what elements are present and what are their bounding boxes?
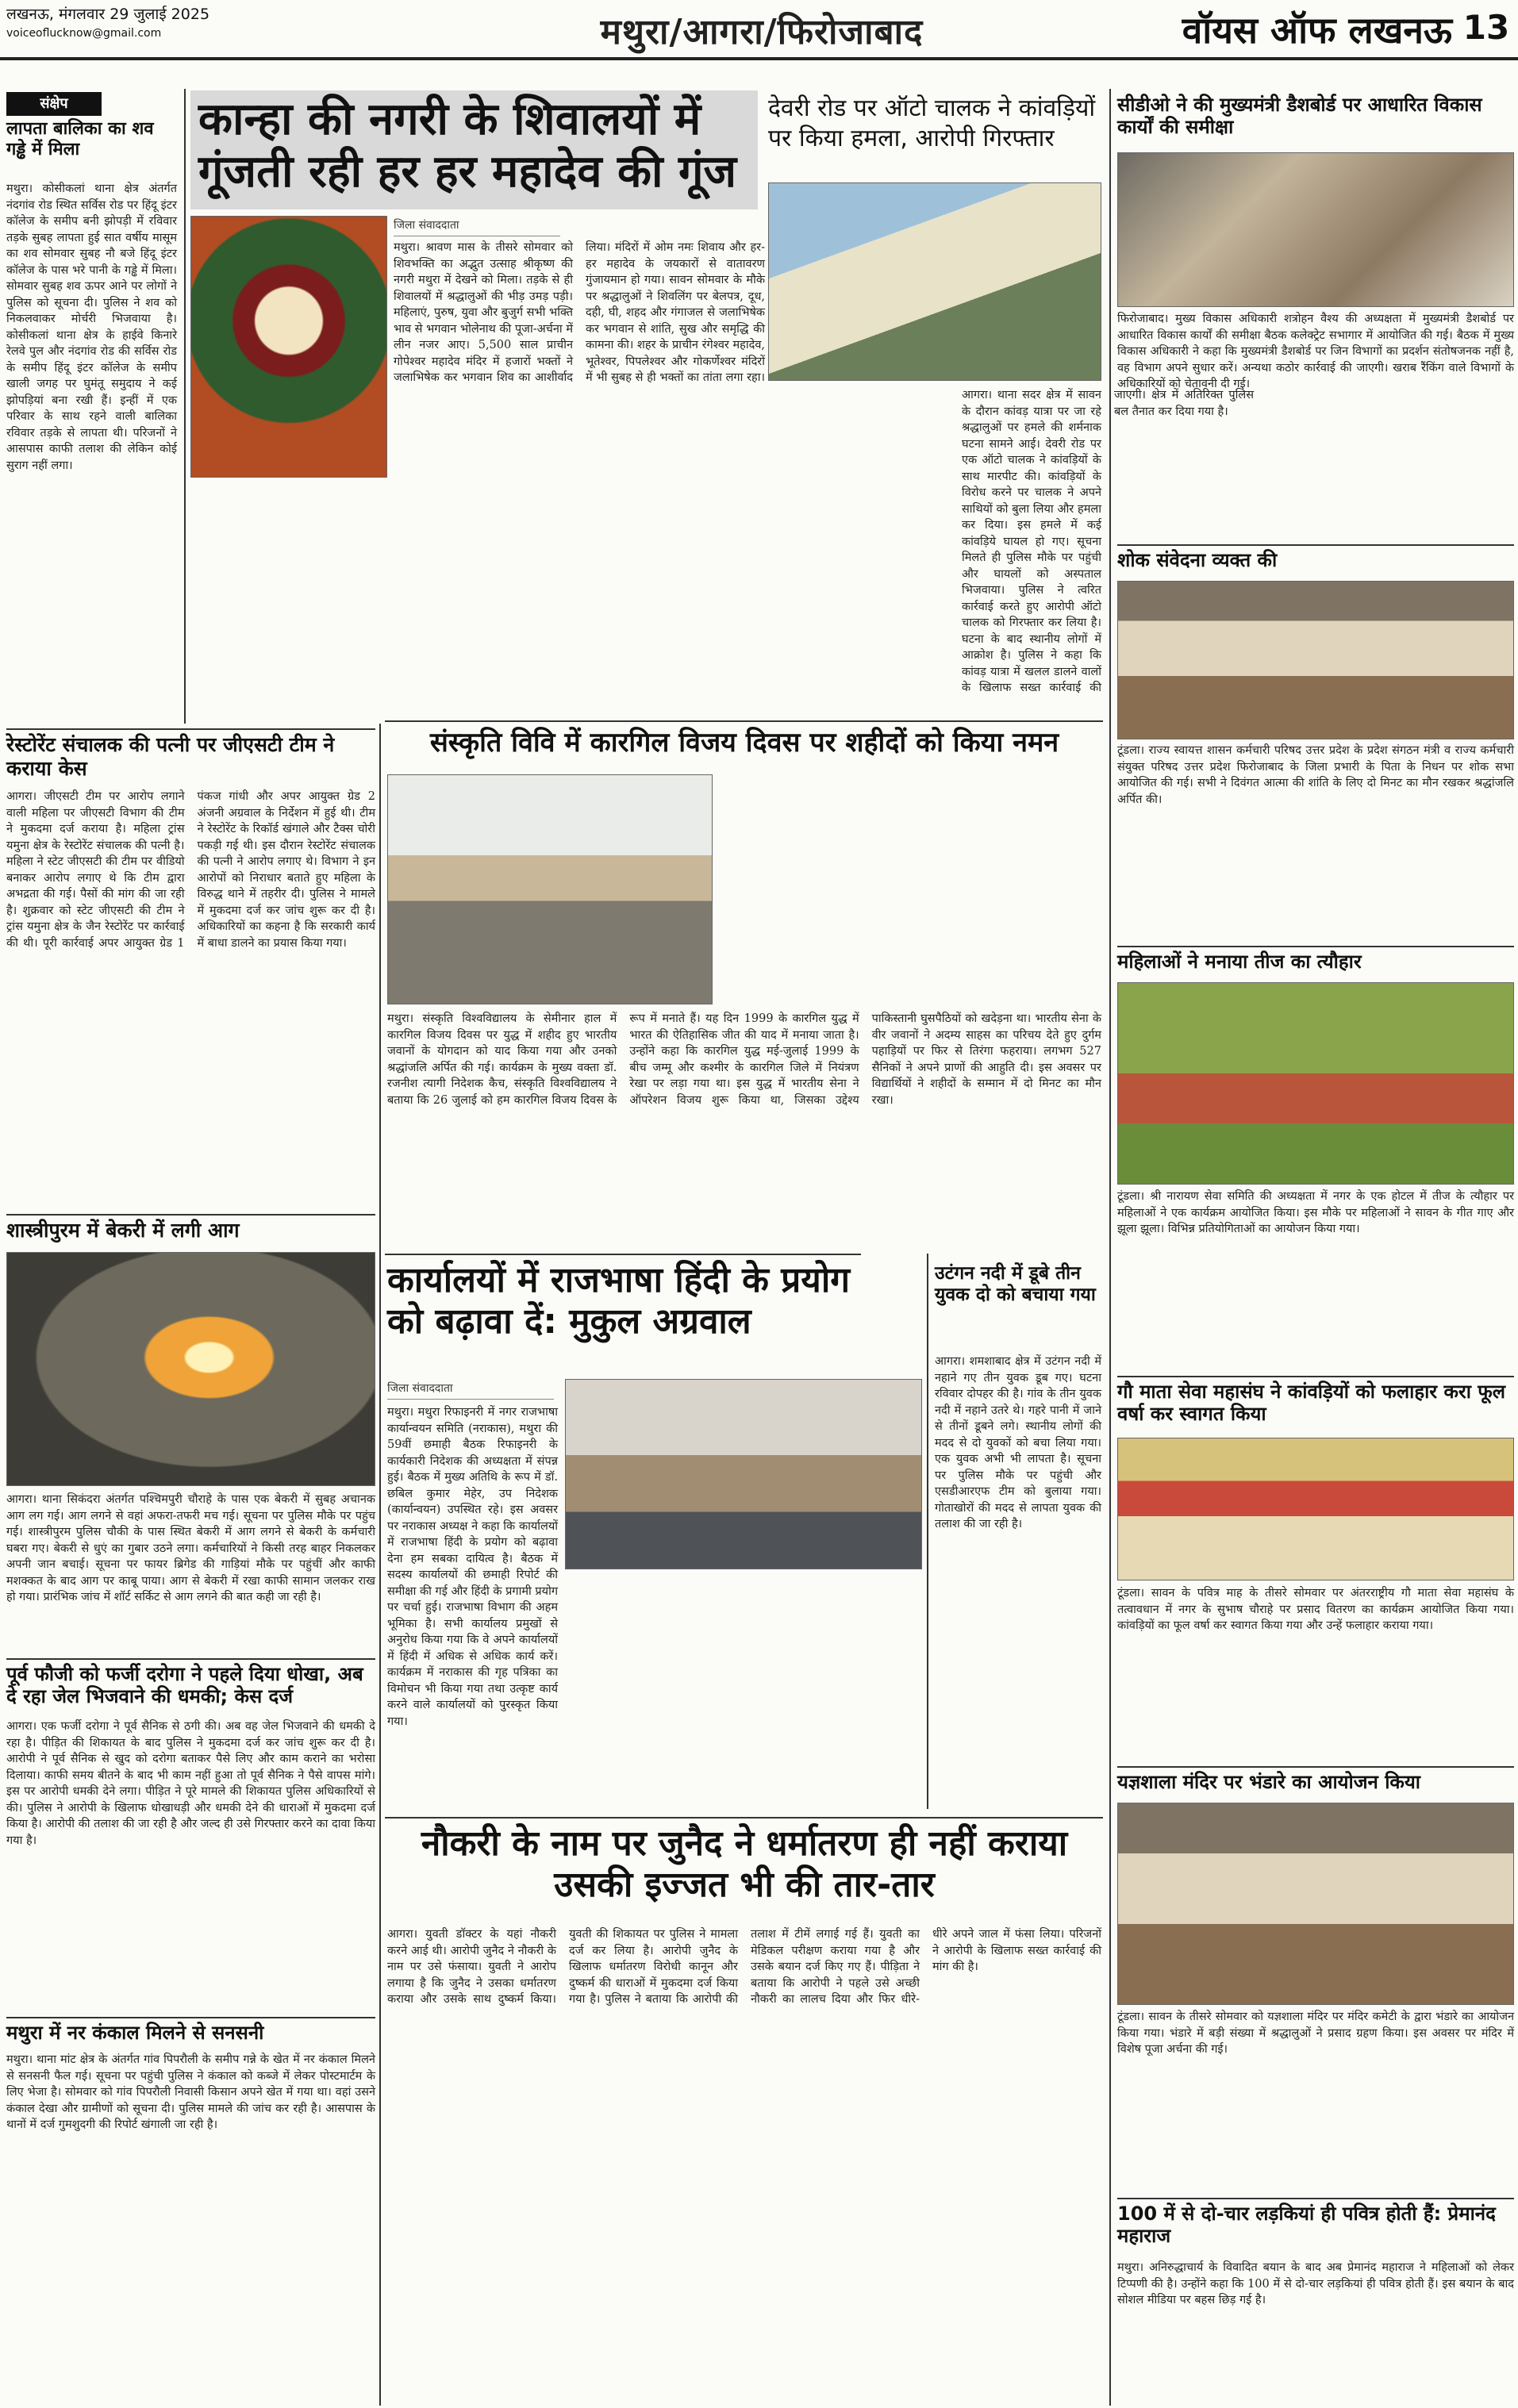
article3-top-rule [385,720,1103,722]
right-story1-headline: सीडीओ ने की मुख्यमंत्री डैशबोर्ड पर आधारित विकास कार्यों की समीक्षा [1117,94,1482,139]
header-section-title: मथुरा/आगरा/फिरोजाबाद [600,12,924,52]
right-story2-headline: शोक संवेदना व्यक्त की [1117,549,1278,571]
left-story4-headline: पूर्व फौजी को फर्जी दरोगा ने पहले दिया धोखा, अब दे रहा जेल भिजवाने की धमकी; केस दर्ज [6,1663,363,1708]
article2-photo-kanwar [768,182,1101,381]
article3-photo-seminar [387,774,713,1004]
left-story3-body: आगरा। थाना सिकंदरा अंतर्गत पश्चिमपुरी चौराहे के पास एक बेकरी में सुबह अचानक आग लग गई। आग लगने से वहां अफरा-तफरी मच गई। सूचना पर पुलिस मौके पर पहुंच गई। शास्त्रीपुरम पुलिस चौकी के पास स्थित बेकरी में आग लगने से बेकरी के कर्मचारी घबरा गए। बेकरी से धुएं का गुबार उठने लगा। कर्मचारियों ने किसी तरह बाहर निकलकर अपनी जान बचाई। सूचना पर फायर ब्रिगेड की गाड़ियां मौके पर पहुंचीं और काफी मशक्कत के बाद आग पर काबू पाया। आग से बेकरी में रखा काफी सामान जलकर राख हो गया। प्रारंभिक जांच में शॉर्ट सर्किट से आग लगने की बात कही जा रही है। [6,1493,375,1603]
article5-left-rule [927,1254,928,1809]
right-divider-1 [1117,544,1514,546]
column-divider-main [379,724,381,2406]
header-date: लखनऊ, मंगलवार 29 जुलाई 2025 [6,6,210,23]
right-story6-body: मथुरा। अनिरुद्धाचार्य के विवादित बयान के बाद अब प्रेमानंद महाराज ने महिलाओं को लेकर टिप्पणी की है। उन्होंने कहा कि 100 में से दो-चार लड़कियां ही पवित्र होती हैं। इस बयान के बाद सोशल मीडिया पर बहस छिड़ गई है। [1117,2261,1514,2306]
column-divider-right [1109,89,1111,2406]
right-story2-photo [1117,581,1514,739]
right-story3-photo [1117,982,1514,1185]
left-story3-headline: शास्त्रीपुरम में बेकरी में लगी आग [6,1219,240,1242]
article6-headline: नौकरी के नाम पर जुनैद ने धर्मातरण ही नहीं कराया उसकी इज्जत भी की तार-तार [421,1823,1068,1905]
right-divider-5 [1117,2198,1514,2199]
right-story5-headline: यज्ञशाला मंदिर पर भंडारे का आयोजन किया [1117,1771,1421,1793]
left-story2-body: आगरा। जीएसटी टीम पर आरोप लगाने वाली महिला पर जीएसटी विभाग की टीम ने मुकदमा दर्ज कराया है। महिला ट्रांस यमुना क्षेत्र के रेस्टोरेंट संचालक की पत्नी है। महिला ने स्टेट जीएसटी की टीम पर वीडियो बनाकर आरोप लगाए थे कि टीम द्वारा अभद्रता की गई। पैसों की मांग की जा रही है। शुक्रवार को स्टेट जीएसटी की टीम ने ट्रांस यमुना क्षेत्र के जैन रेस्टोरेंट पर कार्रवाई की थी। पूरी कार्रवाई अपर आयुक्त ग्रेड 1 पंकज गांधी और अपर आयुक्त ग्रेड 2 अंजनी अग्रवाल के निर्देशन में हुई थी। टीम ने रेस्टोरेंट के रिकॉर्ड खंगाले और टैक्स चोरी पकड़ी गई थी। इस दौरान रेस्टोरेंट संचालक की पत्नी ने आरोप लगाए थे। विभाग ने इन आरोपों को निराधार बताते हुए महिला के विरुद्ध थाने में तहरीर दी। पुलिस ने मामले में मुकदमा दर्ज कर जांच शुरू कर दी है। अधिकारियों का कहना है कि सरकारी कार्य में बाधा डालने का प्रयास किया गया। [6,790,375,950]
header-website: voiceoflucknow@gmail.com [6,27,162,40]
article1-photo-idol [190,216,387,478]
article3-headline: संस्कृति विवि में कारगिल विजय दिवस पर शहीदों को किया नमन [429,727,1059,759]
right-story5-body: टूंडला। सावन के तीसरे सोमवार को यज्ञशाला मंदिर पर मंदिर कमेटी के द्वारा भंडारे का आयोजन किया गया। भंडारे में बड़ी संख्या में श्रद्धालुओं ने प्रसाद ग्रहण किया। इस अवसर पर मंदिर में विशेष पूजा अर्चना की गई। [1117,2011,1514,2056]
article4-headline: कार्यालयों में राजभाषा हिंदी के प्रयोग को बढ़ावा दें: मुकुल अग्रवाल [387,1260,850,1342]
right-story4-headline: गौ माता सेवा महासंघ ने कांवड़ियों को फलाहार करा फूल वर्षा कर स्वागत किया [1117,1381,1506,1426]
right-story5-photo [1117,1803,1514,2005]
article2-headline: देवरी रोड पर ऑटो चालक ने कांवड़ियों पर किया हमला, आरोपी गिरफ्तार [768,94,1096,152]
header-date-block [6,5,244,52]
left-divider-1 [6,728,375,730]
article2-body: आगरा। थाना सदर क्षेत्र में सावन के दौरान कांवड़ यात्रा पर जा रहे श्रद्धालुओं पर हमले की शर्मनाक घटना सामने आई। देवरी रोड पर एक ऑटो चालक ने कांवड़ियों के साथ मारपीट की। कांवड़ियों के विरोध करने पर चालक ने अपने साथियों को बुला लिया और हमला कर दिया। इस हमले में कई कांवड़िये घायल हो गए। सूचना मिलते ही पुलिस मौके पर पहुंची और घायलों को अस्पताल भिजवाया। पुलिस ने त्वरित कार्रवाई करते हुए आरोपी ऑटो चालक को गिरफ्तार कर लिया है। घटना के बाद स्थानीय लोगों में आक्रोश है। पुलिस ने कहा कि कांवड़ यात्रा में खलल डालने वालों के खिलाफ सख्त कार्रवाई की जाएगी। क्षेत्र में अतिरिक्त पुलिस बल तैनात कर दिया गया है। [962,389,1254,694]
left-story2-headline: रेस्टोरेंट संचालक की पत्नी पर जीएसटी टीम ने कराया केस [6,733,335,780]
article4-photo-meeting [565,1379,922,1569]
left-story1-body: मथुरा। कोसीकलां थाना क्षेत्र अंतर्गत नंदगांव रोड स्थित सर्विस रोड पर हिंदू इंटर कॉलेज के समीप बनी झोपड़ी में रविवार तड़के सुबह लापता हुई सात वर्षीय मासूम का शव सोमवार सुबह नौ बजे हिंदू इंटर कॉलेज के पास भरे पानी के गड्ढे में मिला। सोमवार सुबह शव ऊपर आने पर लोगों ने पुलिस को सूचना दी। पुलिस ने शव को निकलवाकर मोर्चरी भिजवाया है। कोसीकलां थाना क्षेत्र के हाईवे किनारे रेलवे पुल और नंदगांव रोड की सर्विस रोड के समीप हिंदू इंटर कॉलेज के समीप खाली जगह पर घुमंतू समुदाय ने कई झोपड़ियां बना रखी हैं। इन्हीं में एक परिवार के साथ रहने वाली बालिका रविवार तड़के से लापता थी। परिजनों ने आसपास काफी तलाश की लेकिन कोई सुराग नहीं लगा। [6,182,177,472]
right-story3-body: टूंडला। श्री नारायण सेवा समिति की अध्यक्षता में नगर के एक होटल में तीज के त्यौहार पर महिलाओं ने एक कार्यक्रम आयोजित किया। इस मौके पर महिलाओं ने सावन के गीत गाए और झूला झूला। विभिन्न प्रतियोगिताओं का आयोजन किया गया। [1117,1190,1514,1235]
article3-body: मथुरा। संस्कृति विश्वविद्यालय के सेमीनार हाल में कारगिल विजय दिवस पर युद्ध में शहीद हुए भारतीय जवानों के योगदान को याद किया गया और उनको श्रद्धांजलि अर्पित की गई। कार्यक्रम के मुख्य वक्ता डॉ. रजनीश त्यागी निदेशक कैच, संस्कृति विश्वविद्यालय ने बताया कि 26 जुलाई को हम कारगिल विजय दिवस के रूप में मनाते हैं। यह दिन 1999 के कारगिल युद्ध में भारत की ऐतिहासिक जीत की याद में मनाया जाता है। उन्होंने कहा कि कारगिल युद्ध मई-जुलाई 1999 के बीच जम्मू और कश्मीर के कारगिल जिले में नियंत्रण रेखा पर लड़ा गया था। इस युद्ध में भारतीय सेना ने ऑपरेशन विजय शुरू किया था, जिसका उद्देश्य पाकिस्तानी घुसपैठियों को खदेड़ना था। भारतीय सेना के वीर जवानों ने अदम्य साहस का परिचय देते हुए दुर्गम पहाड़ियों पर फिर से तिरंगा फहराया। लगभग 527 सैनिकों ने अपने प्राणों की आहुति दी। इस अवसर पर विद्यार्थियों ने शहीदों के सम्मान में दो मिनट का मौन रखा। [387,1012,1101,1107]
left-story5-body: मथुरा। थाना मांट क्षेत्र के अंतर्गत गांव पिपरौली के समीप गन्ने के खेत में नर कंकाल मिलने से सनसनी फैल गई। सूचना पर पहुंची पुलिस ने कंकाल को कब्जे में लेकर पोस्टमार्टम के लिए भेजा है। सोमवार को गांव पिपरौली निवासी किसान अपने खेत में गया था। वहां उसने कंकाल देखा और ग्रामीणों को सूचना दी। पुलिस मामले की जांच कर रही है। आसपास के थानों में दर्ज गुमशुदगी की रिपोर्ट खंगाली जा रही है। [6,2053,375,2131]
header-page-number: 13 [1462,8,1510,47]
right-story3-headline: महिलाओं ने मनाया तीज का त्यौहार [1117,951,1362,973]
header-rule [0,57,1518,60]
right-divider-2 [1117,946,1514,947]
article4-byline: जिला संवाददाता [387,1381,554,1400]
left-divider-2 [6,1214,375,1216]
article5-headline: उटंगन नदी में डूबे तीन युवक दो को बचाया गया [935,1263,1096,1306]
right-story2-body: टूंडला। राज्य स्वायत्त शासन कर्मचारी परिषद उत्तर प्रदेश के प्रदेश संगठन मंत्री व राज्य कर्मचारी संयुक्त परिषद उत्तर प्रदेश फिरोजाबाद के जिला प्रभारी के पिता के निधन पर शोक सभा आयोजित की गई। सभी ने दिवंगत आत्मा की शांति के लिए दो मिनट का मौन रखकर श्रद्धांजलि अर्पित की। [1117,744,1514,806]
left-story1-headline: लापता बालिका का शव गड्ढे में मिला [6,119,154,159]
right-story6-headline: 100 में से दो-चार लड़कियां ही पवित्र होती हैं: प्रेमानंद महाराज [1117,2203,1496,2248]
article1-body: मथुरा। श्रावण मास के तीसरे सोमवार को शिवभक्ति का अद्भुत उत्साह श्रीकृष्ण की नगरी मथुरा में देखने को मिला। तड़के से ही शिवालयों में श्रद्धालुओं की भीड़ उमड़ पड़ी। महिलाएं, पुरुष, युवा और बुजुर्ग सभी भक्ति भाव से भगवान भोलेनाथ की पूजा-अर्चना में लीन नजर आए। 5,500 साल प्राचीन गोपेश्वर महादेव मंदिर में हजारों भक्तों ने जलाभिषेक कर भगवान शिव का आशीर्वाद लिया। मंदिरों में ओम नमः शिवाय और हर-हर महादेव के जयकारों से वातावरण गुंजायमान हो गया। सावन सोमवार के मौके पर श्रद्धालुओं ने शिवलिंग पर बेलपत्र, दूध, दही, घी, शहद और गंगाजल से जलाभिषेक कर भगवान से शांति, सुख और समृद्धि की कामना की। शहर के प्राचीन रंगेश्वर महादेव, भूतेश्वर, पिपलेश्वर और गोकर्णेश्वर मंदिरों में भी सुबह से ही भक्तों का तांता लगा रहा। [394,241,765,384]
left-story5-headline: मथुरा में नर कंकाल मिलने से सनसनी [6,2022,264,2044]
article4-body: मथुरा। मथुरा रिफाइनरी में नगर राजभाषा कार्यान्वयन समिति (नराकास), मथुरा की 59वीं छमाही बैठक रिफाइनरी के कार्यकारी निदेशक की अध्यक्षता में संपन्न हुई। बैठक में मुख्य अतिथि के रूप में डॉ. छबिल कुमार मेहेर, उप निदेशक (कार्यान्वयन) उपस्थित रहे। इस अवसर पर नराकास अध्यक्ष ने कहा कि कार्यालयों में राजभाषा हिंदी के प्रयोग को बढ़ावा देना हम सबका दायित्व है। बैठक में सदस्य कार्यालयों की छमाही रिपोर्ट की समीक्षा की गई और हिंदी के प्रगामी प्रयोग पर चर्चा हुई। राजभाषा विभाग की अहम भूमिका है। सभी कार्यालय प्रमुखों से अनुरोध किया गया कि वे अपने कार्यालयों में हिंदी में अधिक से अधिक कार्य करें। कार्यक्रम में नराकास की गृह पत्रिका का विमोचन भी किया गया तथा उत्कृष्ट कार्य करने वाले कार्यालयों को पुरस्कृत किया गया। [387,1406,558,1728]
left-divider-3 [6,1658,375,1660]
article6-top-rule [385,1817,1103,1818]
right-story4-photo [1117,1438,1514,1580]
left-column-label: संक्षेप [6,92,102,116]
header-brand-logo: वॉयस ऑफ लखनऊ [1182,9,1452,52]
right-story1-body: फिरोजाबाद। मुख्य विकास अधिकारी शत्रोहन वैश्य की अध्यक्षता में मुख्यमंत्री डैशबोर्ड पर आधारित विकास कार्यों की समीक्षा बैठक कलेक्ट्रेट सभागार में आयोजित की गई। बैठक में मुख्य विकास अधिकारी ने कहा कि मुख्यमंत्री डैशबोर्ड पर जिन विभागों का प्रदर्शन संतोषजनक नहीं है, वह विभाग अपने सुधार करें। अन्यथा कठोर कार्रवाई की जाएगी। खराब रैंकिंग वाले विभागों के अधिकारियों को चेतावनी दी गई। [1117,313,1514,390]
left-divider-4 [6,2017,375,2018]
article1-byline: जिला संवाददाता [394,217,560,236]
right-divider-4 [1117,1766,1514,1768]
right-divider-3 [1117,1376,1514,1377]
article5-body: आगरा। शमशाबाद क्षेत्र में उटंगन नदी में नहाने गए तीन युवक डूब गए। घटना रविवार दोपहर की है। गांव के तीन युवक नदी में नहाने उतरे थे। गहरे पानी में जाने से तीनों डूबने लगे। स्थानीय लोगों की मदद से दो युवकों को बचा लिया गया। एक युवक अभी भी लापता है। सूचना पर पुलिस मौके पर पहुंची और एसडीआरएफ टीम को बुलाया गया। गोताखोरों की मदद से लापता युवक की तलाश की जा रही है। [935,1355,1101,1530]
article1-headline: कान्हा की नगरी के शिवालयों में गूंजती रही हर हर महादेव की गूंज [190,90,758,209]
left-story4-body: आगरा। एक फर्जी दरोगा ने पूर्व सैनिक से ठगी की। अब वह जेल भिजवाने की धमकी दे रहा है। पीड़ित की शिकायत के बाद पुलिस ने मुकदमा दर्ज कर जांच शुरू कर दी है। आरोपी ने पूर्व सैनिक से खुद को दरोगा बताकर पैसे लिए और काम कराने का भरोसा दिलाया। काफी समय बीतने के बाद भी काम नहीं हुआ तो पूर्व सैनिक ने पैसे वापस मांगे। इस पर आरोपी धमकी देने लगा। पीड़ित ने पूरे मामले की शिकायत पुलिस अधिकारियों से की। पुलिस ने आरोपी के खिलाफ धोखाधड़ी और धमकी देने की धाराओं में मुकदमा दर्ज किया है। आरोपी की तलाश की जा रही है और जल्द ही उसे गिरफ्तार करने का दावा किया गया है। [6,1720,375,1847]
article6-body: आगरा। युवती डॉक्टर के यहां नौकरी करने आई थी। आरोपी जुनैद ने नौकरी के नाम पर उसे फंसाया। युवती ने आरोप लगाया है कि जुनैद ने उसका धर्मातरण कराया और उसके साथ दुष्कर्म किया। युवती की शिकायत पर पुलिस ने मामला दर्ज कर लिया है। आरोपी जुनैद के खिलाफ धर्मातरण विरोधी कानून और दुष्कर्म की धाराओं में मुकदमा दर्ज किया गया है। पुलिस ने बताया कि आरोपी की तलाश में टीमें लगाई गई हैं। युवती का मेडिकल परीक्षण कराया गया है और उसके बयान दर्ज किए गए हैं। पीड़िता ने बताया कि आरोपी ने पहले उसे अच्छी नौकरी का लालच दिया और फिर धीरे-धीरे अपने जाल में फंसा लिया। परिजनों ने आरोपी के खिलाफ सख्त कार्रवाई की मांग की है। [387,1928,1101,2006]
right-story4-body: टूंडला। सावन के पवित्र माह के तीसरे सोमवार पर अंतरराष्ट्रीय गौ माता सेवा महासंघ के तत्वावधान में नगर के सुभाष चौराहे पर प्रसाद वितरण का कार्यक्रम आयोजित किया गया। कांवड़ियों का फूल वर्षा कर स्वागत किया गया और उन्हें फलाहार कराया गया। [1117,1587,1514,1632]
column-divider-left [184,89,186,724]
bakery-fire-photo [6,1252,375,1486]
right-story1-photo [1117,152,1514,307]
article4-top-rule [385,1254,861,1255]
